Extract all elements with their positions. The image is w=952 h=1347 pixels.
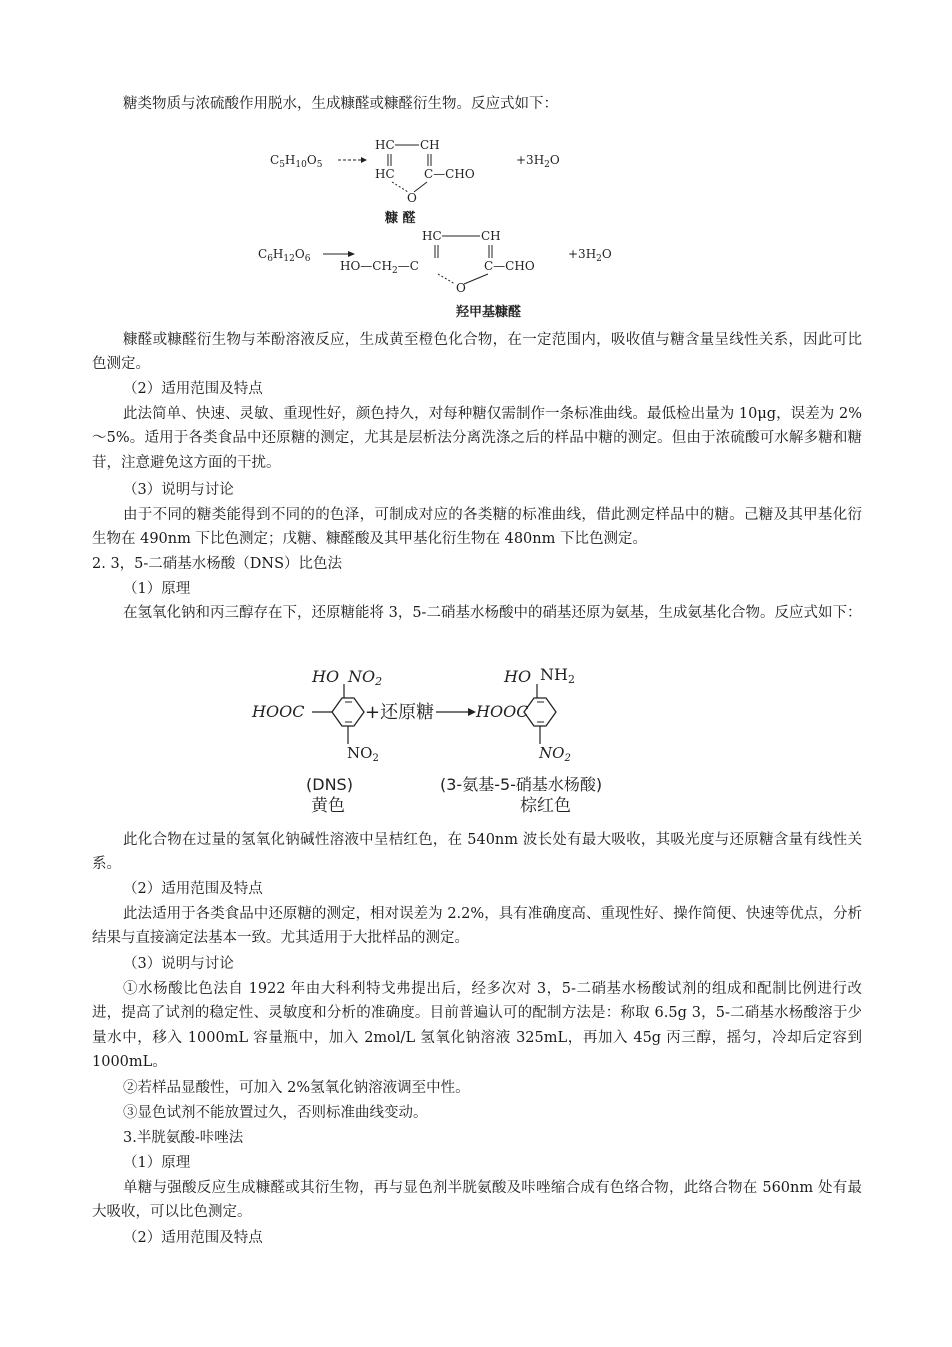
- ring2-top: HC: [422, 229, 442, 243]
- label-product-name: (3-氨基-5-硝基水杨酸): [440, 775, 603, 794]
- label-dns-color: 黄色: [311, 796, 345, 816]
- paragraph-discussion-2-item3: ③显色试剂不能放置过久，否则标准曲线变动。: [123, 1105, 428, 1121]
- heading-scope-1: （2）适用范围及特点: [123, 381, 263, 397]
- heading-principle-3: （1）原理: [123, 1155, 191, 1171]
- paragraph-principle-2: 在氢氧化钠和丙三醇存在下，还原糖能将 3，5-二硝基水杨酸中的硝基还原为氨基，生成氨基化合物。反应式如下：: [123, 605, 862, 621]
- paragraph-scope-1: 此法简单、快速、灵敏、重现性好，颜色持久，对每种糖仅需制作一条标准曲线。最低检出量为 10μg，误差为 2%～5%。适用于各类食品中还原糖的测定，尤其是层析法分离洗涤之后的样品中糖的测定。但由于浓硫酸可水解多糖和糖苷，注意避免这方面的干扰。: [92, 406, 862, 471]
- paragraph-phenol-reaction: 糠醛或糠醛衍生物与苯酚溶液反应，生成黄至橙色化合物，在一定范围内，吸收值与糖含量呈线性关系，因此可比色测定。: [92, 332, 862, 373]
- ring1-top-ch: CH: [420, 138, 440, 152]
- heading-scope-2: （2）适用范围及特点: [123, 881, 263, 897]
- heading-scope-3: （2）适用范围及特点: [123, 1230, 263, 1246]
- dns-ho: HO: [312, 667, 340, 686]
- ring1-oxygen: O: [407, 191, 417, 205]
- dns-no2-top: NO2: [348, 667, 383, 688]
- label-dns-name: (DNS): [306, 775, 353, 794]
- product-ho: HO: [504, 667, 532, 686]
- paragraph-discussion-2-item2: ②若样品显酸性，可加入 2%氢氧化钠溶液调至中性。: [123, 1080, 470, 1096]
- product-nh2: NH2: [540, 665, 575, 686]
- ring2-top-ch: CH: [481, 229, 501, 243]
- water-1: $+3H_2O$: [516, 153, 560, 170]
- label-product-color: 棕红色: [520, 796, 571, 816]
- product-no2-bottom: $NO_2$: [539, 744, 571, 764]
- dns-hooc: HOOC: [252, 702, 305, 721]
- dns-no2-bottom: $NO_2$: [347, 744, 379, 764]
- reaction-scheme-furfural: [258, 126, 650, 326]
- paragraph-principle-3: 单糖与强酸反应生成糠醛或其衍生物，再与显色剂半胱氨酸及咔唑缩合成有色络合物，此络合物在 560nm 处有最大吸收，可以比色测定。: [92, 1180, 862, 1221]
- reactant-hexose: $C_6H_{12}O_6$: [258, 247, 311, 264]
- heading-dns-method: 2. 3，5-二硝基水杨酸（DNS）比色法: [92, 556, 343, 572]
- paragraph-discussion-2-item1: ①水杨酸比色法自 1922 年由大科利特戈弗提出后，经多次对 3，5-二硝基水杨酸试剂的组成和配制比例进行改进，提高了试剂的稳定性、灵敏度和分析的准确度。目前普遍认可的配制方法是：称取 6.5g 3，5-二硝基水杨酸溶于少量水中，移入 1000mL 容量瓶中，加入 2mol/L 氢氧化钠溶液 325mL，再加入 45g 丙三醇，摇匀，冷却后定容到 1000mL。: [92, 981, 862, 1071]
- ring2-right: C—CHO: [484, 259, 535, 273]
- heading-discussion-2: （3）说明与讨论: [123, 956, 234, 972]
- ring2-substituent: $HO—CH_2—C$: [340, 259, 419, 276]
- paragraph-scope-2: 此法适用于各类食品中还原糖的测定，相对误差为 2.2%，具有准确度高、重现性好、操作简便、快速等优点，分析结果与直接滴定法基本一致。尤其适用于大批样品的测定。: [92, 906, 862, 947]
- heading-discussion-1: （3）说明与讨论: [123, 482, 234, 498]
- ring1-top: HC: [375, 138, 395, 152]
- heading-cysteine-carbazole: 3.半胱氨酸-咔唑法: [123, 1130, 244, 1146]
- ring1-right: C—CHO: [424, 167, 475, 181]
- label-hmf: 羟甲基糠醛: [456, 305, 522, 320]
- ring2-oxygen: O: [456, 281, 466, 295]
- ring1-left: HC: [375, 167, 395, 181]
- heading-principle-2: （1）原理: [123, 581, 191, 597]
- reactant-pentose: $C_5H_{10}O_5$: [270, 153, 323, 170]
- product-hooc: HOOC: [476, 702, 529, 721]
- reaction-scheme-dns: [248, 662, 738, 820]
- water-2: $+3H_2O$: [568, 247, 612, 264]
- reagent-reducing-sugar: +还原糖: [365, 702, 435, 723]
- paragraph-dns-color: 此化合物在过量的氢氧化钠碱性溶液中呈桔红色，在 540nm 波长处有最大吸收，其吸光度与还原糖含量有线性关系。: [92, 832, 862, 873]
- label-furfural: 糠 醛: [385, 211, 416, 226]
- paragraph-discussion-1: 由于不同的糖类能得到不同的的色泽，可制成对应的各类糖的标准曲线，借此测定样品中的糖。己糖及其甲基化衍生物在 490nm 下比色测定；戊糖、糠醛酸及其甲基化衍生物在 480nm 下比色测定。: [92, 507, 862, 548]
- paragraph-intro: 糖类物质与浓硫酸作用脱水，生成糠醛或糠醛衍生物。反应式如下：: [123, 96, 558, 112]
